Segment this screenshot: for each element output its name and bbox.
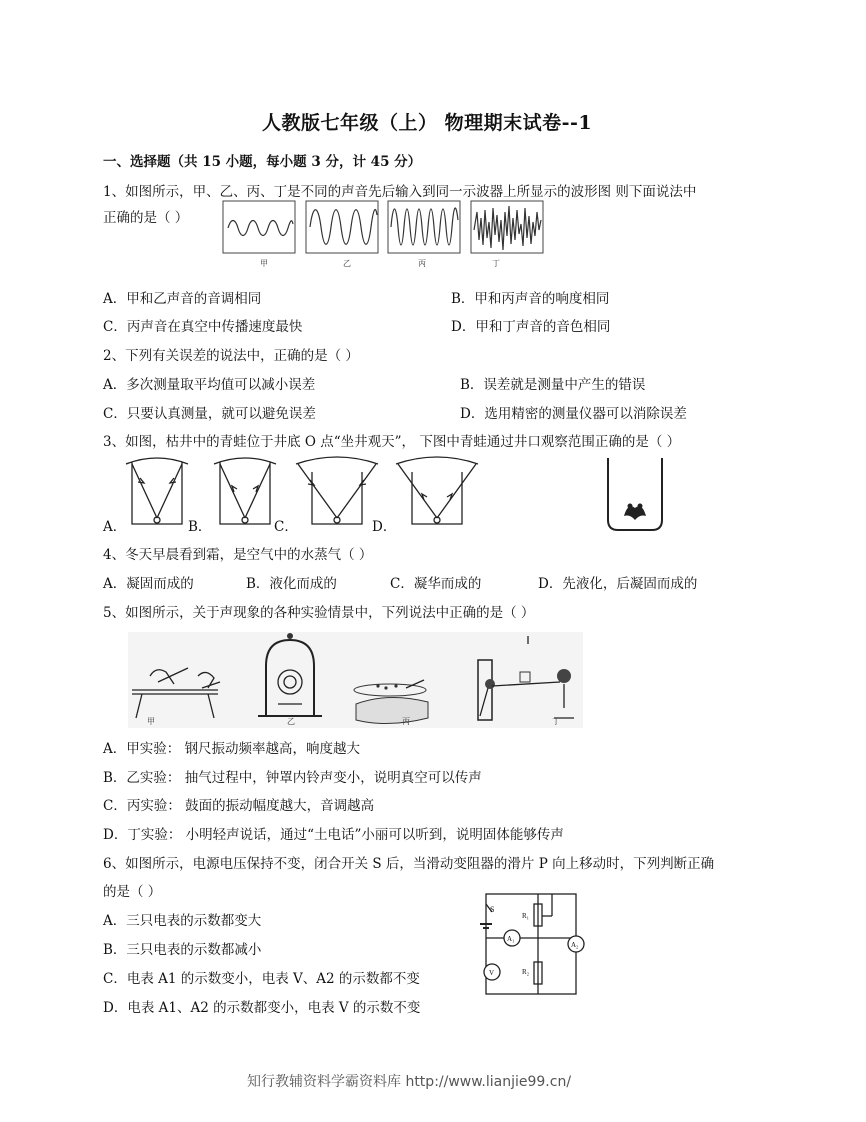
q6-stem-line2: 的是（ ） (103, 884, 162, 900)
q1-label-jia: 甲 (260, 259, 268, 268)
q2-option-c: C．只要认真测量，就可以避免误差 (103, 406, 316, 422)
q1-option-d: D．甲和丁声音的音色相同 (451, 319, 611, 335)
waveform-jia (223, 201, 295, 253)
circuit-label-r1: R₁ (522, 912, 530, 920)
q3-letter-b: B． (188, 519, 212, 535)
page-title: 人教版七年级（上） 物理期末试卷--1 (262, 112, 593, 134)
q5-label-jia: 甲 (147, 717, 155, 726)
q2-option-b: B．误差就是测量中产生的错误 (460, 377, 646, 393)
q3-letter-d: D． (372, 519, 397, 535)
q3-stem: 3、如图，枯井中的青蛙位于井底 O 点“坐井观天”， 下图中青蛙通过井口观察范围正确的是（ ） (103, 434, 681, 450)
q4-stem: 4、冬天早晨看到霜，是空气中的水蒸气（ ） (103, 547, 373, 563)
q4-option-c: C．凝华而成的 (390, 576, 482, 592)
q2-option-a: A．多次测量取平均值可以减小误差 (103, 377, 316, 393)
q1-label-yi: 乙 (343, 259, 351, 268)
q1-label-bing: 丙 (418, 259, 426, 268)
q5-option-b: B．乙实验： 抽气过程中，钟罩内铃声变小，说明真空可以传声 (103, 770, 482, 786)
q5-option-c: C．丙实验： 鼓面的振动幅度越大，音调越高 (103, 798, 375, 814)
q5-stem: 5、如图所示，关于声现象的各种实验情景中，下列说法中正确的是（ ） (103, 605, 535, 621)
q4-option-d: D．先液化，后凝固而成的 (538, 576, 698, 592)
q3-diagram-a (126, 458, 188, 524)
q5-label-yi: 乙 (287, 717, 295, 726)
q1-waveform-figure (222, 200, 552, 270)
q6-stem-line1: 6、如图所示，电源电压保持不变，闭合开关 S 后，当滑动变阻器的滑片 P 向上移动时，下列判断正确 (103, 856, 715, 872)
q5-option-d: D．丁实验： 小明轻声说话，通过“土电话”小丽可以听到，说明固体能够传声 (103, 827, 564, 843)
q4-option-a: A．凝固而成的 (103, 576, 194, 592)
q5-experiment-figure (128, 632, 583, 728)
circuit-label-a1: A₁ (507, 935, 515, 943)
q1-option-c: C．丙声音在真空中传播速度最快 (103, 319, 303, 335)
footer-watermark: 知行教辅资料学霸资料库 http://www.lianjie99.cn/ (247, 1074, 572, 1090)
q6-option-b: B．三只电表的示数都减小 (103, 942, 262, 958)
q1-stem-line2: 正确的是（ ） (103, 210, 189, 226)
q3-diagram-b (214, 458, 276, 524)
circuit-label-r2: R₂ (522, 968, 530, 976)
q2-stem: 2、下列有关误差的说法中，正确的是（ ） (103, 348, 359, 364)
q5-option-a: A．甲实验： 钢尺振动频率越高，响度越大 (103, 741, 361, 757)
q3-frog-well (608, 458, 662, 530)
circuit-label-v: V (489, 969, 495, 977)
q1-stem-line1: 1、如图所示，甲、乙、丙、丁是不同的声音先后输入到同一示波器上所显示的波形图 则下面说法中 (103, 184, 697, 200)
q3-letter-c: C． (274, 519, 298, 535)
q1-option-b: B．甲和丙声音的响度相同 (451, 291, 610, 307)
circuit-label-s: S (490, 905, 495, 914)
section-heading: 一、选择题（共 15 小题，每小题 3 分，计 45 分） (103, 154, 422, 170)
q1-option-a: A．甲和乙声音的音调相同 (103, 291, 262, 307)
q6-circuit-figure (476, 888, 588, 1000)
q4-option-b: B．液化而成的 (246, 576, 337, 592)
q6-option-c: C．电表 A1 的示数变小，电表 V、A2 的示数都不变 (103, 971, 420, 987)
q5-label-bing: 丙 (402, 717, 410, 726)
q6-option-d: D．电表 A1、A2 的示数都变小，电表 V 的示数不变 (103, 1000, 421, 1016)
q2-option-d: D．选用精密的测量仪器可以消除误差 (460, 406, 687, 422)
q6-option-a: A．三只电表的示数都变大 (103, 913, 262, 929)
circuit-label-a2: A₂ (571, 941, 579, 949)
q3-diagram-c (296, 457, 378, 524)
q3-letter-a: A． (103, 519, 127, 535)
waveform-yi (306, 201, 378, 253)
q1-label-ding: 丁 (492, 259, 500, 268)
q3-diagram-d (396, 457, 478, 524)
q5-label-ding: 丁 (552, 717, 560, 726)
